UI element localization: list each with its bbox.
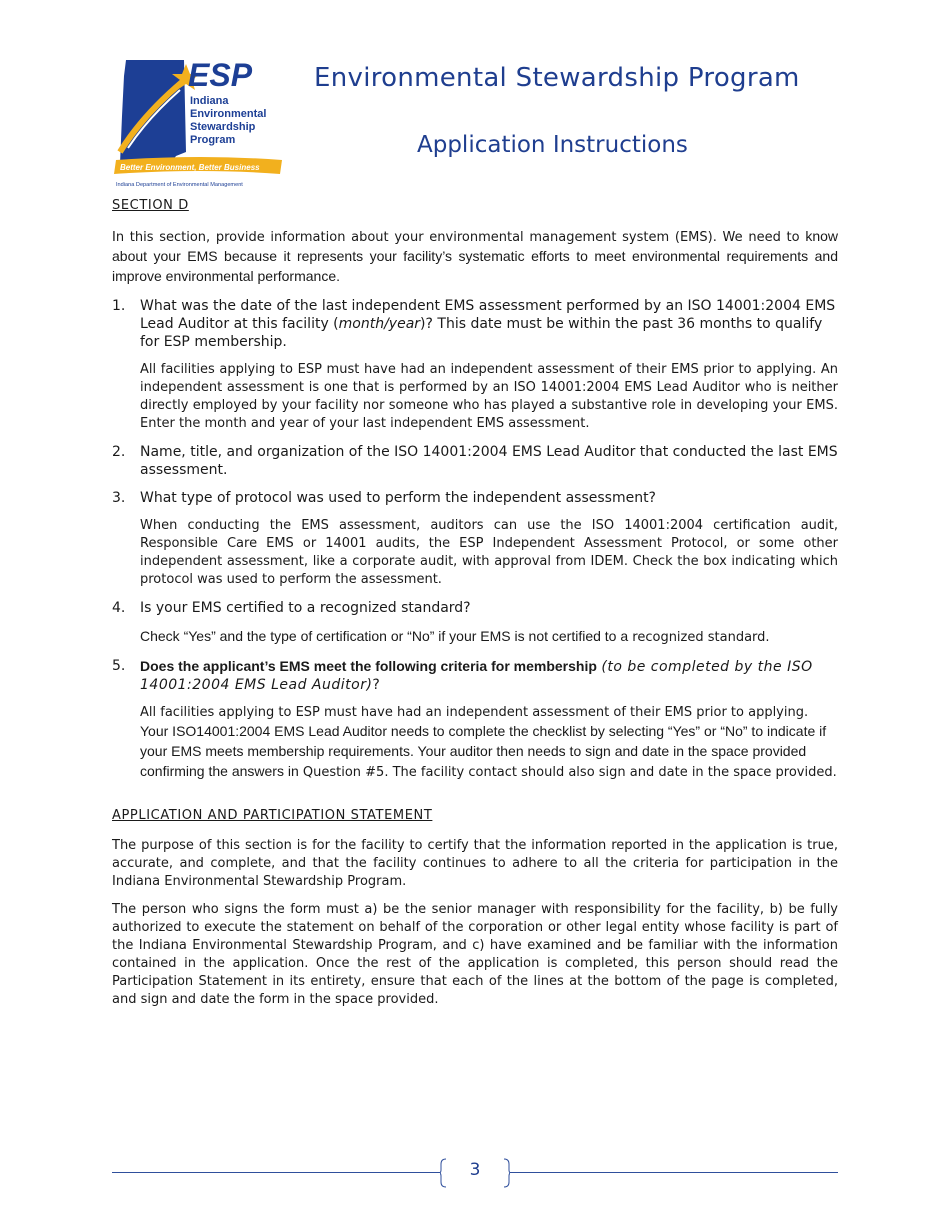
question-1-help: All facilities applying to ESP must have had an independent assessment of their EMS prior to applying. An independent assessment is one that is performed by an ISO 14001:2004 EMS Lead Auditor who is neither directly employed by your facility nor someone who has played a substantive role in developing your EMS. Enter the month and year of your last independent EMS assessment. (140, 362, 838, 431)
logo-line-1: Indiana (190, 95, 229, 107)
participation-para-1: The purpose of this section is for the facility to certify that the information reported in the application is true, accurate, and complete, and that the facility continues to adhere to all the criteria for participation in the Indiana Environmental Stewardship Program. (112, 838, 838, 889)
logo-agency: Indiana Department of Environmental Management (116, 182, 243, 188)
page-number: 3 (469, 1160, 481, 1180)
question-3: 3. What type of protocol was used to perform the independent assessment? When conducting the EMS assessment, auditors can use the ISO 14001:2004 certification audit, Responsible Care EMS or 14001 audits, the ESP Independent Assessment Protocol, or some other independent assessment, like a corporate audit, with approval from IDEM. Check the box indicating which protocol was used to perform the assessment. (112, 490, 838, 587)
document-title: Environmental Stewardship Program (314, 63, 800, 93)
question-5-text: Does the applicant’s EMS meet the following criteria for membership (to be completed by the ISO 14001:2004 EMS Lead Auditor)? (140, 658, 813, 693)
esp-logo (112, 56, 284, 191)
question-4: 4. Is your EMS certified to a recognized standard? Check “Yes” and the type of certification or “No” if your EMS is not certified to a recognized standard. (112, 599, 838, 647)
question-2-text: Name, title, and organization of the ISO 14001:2004 EMS Lead Auditor that conducted the last EMS assessment. (140, 444, 838, 478)
question-3-text: What type of protocol was used to perform the independent assessment? (140, 490, 656, 506)
footer-rule-left (112, 1172, 440, 1173)
logo-tagline: Better Environment, Better Business (120, 163, 260, 172)
logo-line-3: Stewardship (190, 121, 256, 133)
participation-para-2: The person who signs the form must a) be the senior manager with responsibility for the facility, b) be fully authorized to execute the statement on behalf of the corporation or other legal entity whose facility is part of the Indiana Environmental Stewardship Program, and c) have examined and be familiar with the information contained in the application. Once the rest of the application is completed, this person should read the Participation Statement in its entirety, ensure that each of the lines at the bottom of the page is completed, and sign and date the form in the space provided. (112, 902, 838, 1007)
question-3-help: When conducting the EMS assessment, auditors can use the ISO 14001:2004 certification audit, Responsible Care EMS or 14001 audits, the ESP Independent Assessment Protocol, or some other independent assessment, like a corporate audit, with approval from IDEM. Check the box indicating which protocol was used to perform the assessment. (140, 518, 838, 587)
logo-acronym: ESP (188, 57, 253, 93)
question-1-text: What was the date of the last independent EMS assessment performed by an ISO 14001:2004 EMS Lead Auditor at this facility (month/year)? This date must be within the past 36 months to qualify for ESP membership. (140, 298, 836, 350)
question-4-help: Check “Yes” and the type of certification or “No” if your EMS is not certified to a recognized standard. (140, 628, 770, 645)
logo-line-2: Environmental (190, 108, 267, 120)
question-5-help: All facilities applying to ESP must have had an independent assessment of their EMS prior to applying. Your ISO14001:2004 EMS Lead Auditor needs to complete the checklist by selecting “Yes” or “No” to indicate if your EMS meets membership requirements. Your auditor then needs to sign and date in the space provided confirming the answers in Question #5. The facility contact should also sign and date in the space provided. (140, 705, 837, 780)
question-4-text: Is your EMS certified to a recognized standard? (140, 600, 471, 616)
question-1: 1. What was the date of the last independent EMS assessment performed by an ISO 14001:2004 EMS Lead Auditor at this facility (month/year)? This date must be within the past 36 months to qualify for ESP membership. All facilities applying to ESP must have had an independent assessment of their EMS prior to applying. An independent assessment is one that is performed by an ISO 14001:2004 EMS Lead Auditor who is neither directly employed by your facility nor someone who has played a substantive role in developing your EMS. Enter the month and year of your last independent EMS assessment. (112, 298, 838, 431)
logo-line-4: Program (190, 134, 236, 146)
question-2: 2. Name, title, and organization of the ISO 14001:2004 EMS Lead Auditor that conducted the last EMS assessment. (112, 444, 838, 478)
section-d-intro: In this section, provide information about your environmental management system (EMS). We need to know about your EMS because it represents your facility’s systematic efforts to meet environmental requirements and improve environmental performance. (112, 228, 838, 284)
question-5: 5. Does the applicant’s EMS meet the following criteria for membership (to be completed by the ISO 14001:2004 EMS Lead Auditor)? All facilities applying to ESP must have had an independent assessment of their EMS prior to applying. Your ISO14001:2004 EMS Lead Auditor needs to complete the checklist by selecting “Yes” or “No” to indicate if your EMS meets membership requirements. Your auditor then needs to sign and date in the space provided confirming the answers in Question #5. The facility contact should also sign and date in the space provided. (112, 658, 837, 780)
document-subtitle: Application Instructions (417, 132, 688, 158)
section-d-heading: SECTION D (112, 198, 189, 213)
participation-heading: APPLICATION AND PARTICIPATION STATEMENT (112, 808, 433, 823)
document-body (112, 198, 838, 1019)
footer-rule-right (510, 1172, 838, 1173)
